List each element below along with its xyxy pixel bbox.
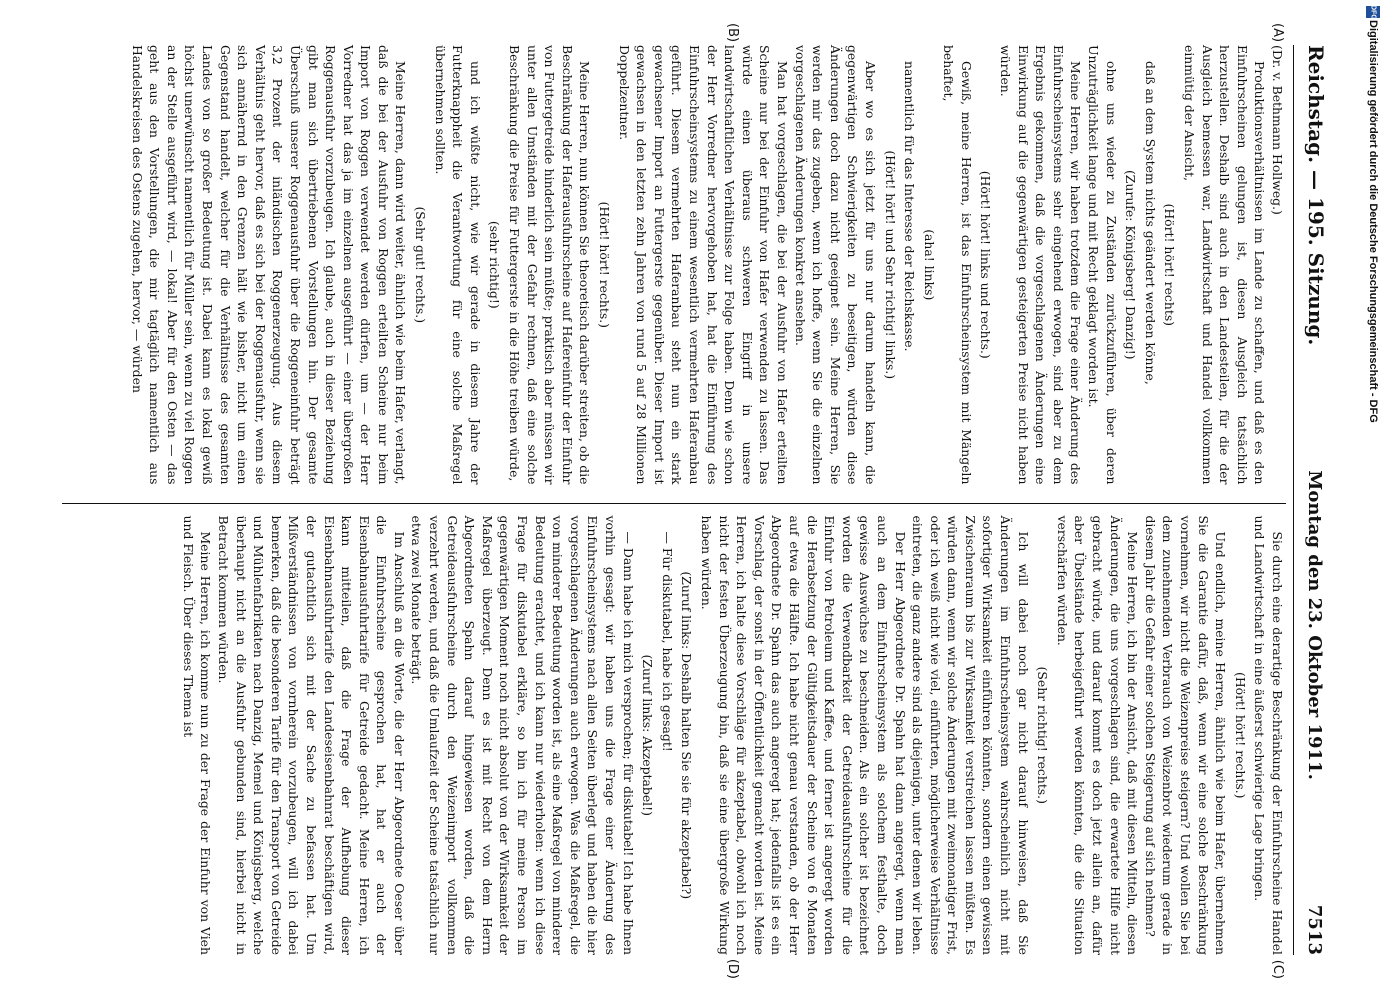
paragraph: Meine Herren, wir haben trotzdem die Frage einer Änderung des Einfuhrscheinsystems sehr eingehend erwogen, sind aber zu dem Ergebnis gekommen, daß die vorgeschlagenen Änderungen eine Einwirkung auf die gegenwärtigen gesteigerten Preise nicht haben würden.: [997, 45, 1083, 485]
header-left: Reichstag. — 195. Sitzung.: [1303, 45, 1328, 346]
interjection: (sehr richtig!): [486, 220, 502, 309]
header-date: Montag den 23. Oktober 1911.: [1303, 470, 1325, 780]
interjection: (Hört! hört! rechts.): [596, 201, 612, 328]
paragraph: Sie durch eine derartige Beschränkung der Einfuhrscheine Handel und Landwirtschaft in eine äußerst schwierige Lage bringen.: [1251, 515, 1285, 955]
paragraph: ohne uns wieder zu Zuständen zurückzuführen, über deren Unzuträglichkeit lange und mit Recht geklagt worden ist.: [1085, 45, 1119, 485]
page-number: 7513: [1303, 904, 1325, 955]
interjection: (Hört! hört! links und rechts.): [978, 170, 993, 359]
speaker-line: (Dr. v. Bethmann Hollweg.): [1269, 45, 1285, 215]
paragraph: — Dann habe ich mich versprochen; für diskutabel! Ich habe Ihnen vorhin gesagt: wir haben uns die Frage einer Änderung des Einfuhrscheinsystems nach allen Seiten überlegt und haben die hier vorgeschlagenen Änderungen auch erwogen. Was die Maßregel, die von minderer Bedeutung worden ist, als eine Maßregel von minderer Bedeutung erachtet, und ich kann nur wiederholen: wenn ich diese Frage für diskutabel erkläre, so bin ich für meine Person im gegenwärtigen Moment noch nicht absolut von der Wirksamkeit der Maßregel überzeugt. Denn es ist mit Recht von dem Herrn Abgeordneten Spahn darauf hingewiesen worden, daß die Getreideausfuhrscheine durch den Weizenimport vollkommen verzehrt werden, und daß die Umlaufzeit der Scheine tatsächlich nur etwa zwei Monate beträgt.: [409, 515, 636, 955]
paragraph: — Für diskutabel, habe ich gesagt!: [659, 531, 675, 752]
interjection: (Sehr gut! rechts.): [412, 206, 428, 324]
right-column: [62, 503, 1286, 979]
margin-mark-c: (C): [1269, 959, 1285, 979]
dfg-logo: DFG: [1366, 6, 1380, 18]
interjection: (Sehr richtig! rechts.): [1034, 666, 1050, 804]
paragraph: Der Herr Abgeordnete Dr. Spahn hat dann angeregt, wenn man auch an dem Einfuhrscheinsystem als solchem festhalte, doch gewisse Auswüchse zu beschneiden. Als ein solcher ist bezeichnet worden die Verwendbarkeit der Getreideausfuhrscheine für die Einfuhr von Petroleum und Kaffee, und ferner ist angeregt worden die Herabsetzung der Gültigkeitsdauer der Scheine von 6 Monaten auf etwa die Hälfte. Ich habe nicht genau verstanden, ob der Herr Abgeordnete Dr. Spahn das auch angeregt hat; jedenfalls ist es ein Vorschlag, der sonst in der Öffentlichkeit gemacht worden ist. Meine Herren, ich halte diese Vorschläge für akzeptabel, obwohl ich noch nicht der festen Überzeugung bin, daß sie eine übergroße Wirkung haben würden.: [698, 515, 908, 955]
paragraph: und ich wüßte nicht, wie wir gerade in diesem Jahre der Futterknappheit die Verantwortung für eine solche Maßregel übernehmen sollten.: [432, 45, 483, 485]
document-page: [42, 23, 1342, 979]
margin-mark-b: (B): [724, 23, 740, 43]
interjection: (Hört! hört! rechts): [1161, 203, 1177, 327]
paragraph: daß an dem System nichts geändert werden könne,: [1142, 61, 1158, 385]
paragraph: Gewiß, meine Herren, ist das Einfuhrscheinsystem mit Mängeln behaftet,: [940, 45, 974, 485]
interjection: (Hört! hört! rechts.): [1232, 672, 1248, 799]
paragraph: namentlich für das Interesse der Reichskasse.: [901, 61, 917, 352]
interjection: (aha! links): [921, 229, 937, 301]
paragraph: Ich will dabei noch gar nicht darauf hinweisen, daß Sie Änderungen im Einfuhrscheinsystem wahrscheinlich nicht mit sofortiger Wirksamkeit einführen könnten, sondern einen gewissen Zwischenraum bis zur Wirksamkeit verstreichen lassen müßten. Es würden dann, wenn wir solche Änderungen mit zweimonatiger Frist, oder ich weiß nicht wie viel, einführten, möglicherweise Verhältnisse eintreten, die ganz andere sind als diejenigen, unter denen wir leben.: [909, 515, 1031, 955]
left-column: [62, 23, 1286, 485]
margin-mark-a: (A): [1269, 23, 1285, 43]
paragraph: Meine Herren, ich komme nun zu der Frage der Einfuhr von Vieh und Fleisch. Über dieses Thema ist: [180, 515, 213, 955]
paragraph: Man hat vorgeschlagen, die bei der Ausfuhr von Hafer erteilten Scheine nur bei der Einfuhr von Hafer verwenden zu lassen. Das würde einen überaus schweren Eingriff in unsere landwirtschaftlichen Verhältnisse zur Folge haben. Denn wie schon der Herr Vorredner hervorgehoben hat, hat die Einführung des Einfuhrscheinsystems zu einem wesentlich vermehrten Haferanbau geführt. Diesem vermehrten Haferanbau steht nun ein stark gewachsener Import an Futtergerste gegenüber. Dieser Import ist gewachsen in den letzten zehn Jahren von rund 5 auf 28 Millionen Doppelzentner.: [616, 45, 790, 485]
paragraph: Produktionsverhältnissen im Lande zu schaffen, und daß es den Einfuhrscheinen gelungen ist, diesen Ausgleich tatsächlich herzustellen. Deshalb sind auch in den Landesteilen, für die der Ausgleich bemessen war, Landwirtschaft und Handel vollkommen einmütig der Ansicht,: [1181, 45, 1267, 485]
text-columns: [62, 23, 1286, 979]
paragraph: Meine Herren, dann wird weiter, ähnlich wie beim Hafer, verlangt, daß die bei der Ausfuhr von Roggen erteilten Scheine nur beim Import von Roggen verwendet werden dürfen, um — der Herr Vorredner hat das ja im einzelnen ausgeführt — einer übergroßen Roggenausfuhr vorzubeugen. Ich glaube, auch in dieser Beziehung gibt man sich übertriebenen Vorstellungen hin. Der gesamte Überschuß unserer Roggenausfuhr über die Roggeneinfuhr beträgt 3,2 Prozent der inländischen Roggenerzeugung. Aus diesem Verhältnis geht hervor, daß es sich bei der Roggenausfuhr, wenn sie sich annähernd in den Grenzen hält wie bisher, nicht um einen Gegenstand handelt, welcher für die Verhältnisse des gesamten Landes von so großer Bedeutung ist. Dabei kann es lokal gewiß höchst unerwünscht namentlich für Müller sein, wenn zu viel Roggen an der Stelle ausgeführt wird, — lokal! Aber für den Osten — das geht aus den Vorstellungen, die mir tagtäglich namentlich aus Handelskreisen des Ostens zugehen, hervor, — würden: [129, 45, 408, 485]
digitization-note: Digitalisierung gefördert durch die Deutsche Forschungsgemeinschaft - DFG: [1367, 20, 1379, 423]
paragraph: Im Anschluß an die Worte, die der Herr Abgeordnete Oeser über die Einfuhrscheine gesprochen hat, hat er auch der Eisenbahnausfuhrtarife für Getreide gedacht. Meine Herren, ich kann mitteilen, daß die Frage der Aufhebung dieser Eisenbahnausfuhrtarife den Landeseisenbahnrat beschäftigen wird, der gutachtlich sich mit der Sache zu befassen hat. Um Mißverständnissen von vornherein vorzubeugen, will ich dabei bemerken, daß die besonderen Tarife für den Transport von Getreide und Mühlenfabrikaten nach Danzig, Memel und Königsberg, welche überhaupt nicht an die Ausfuhr gebunden sind, hierbei nicht in Betracht kommen würden.: [215, 515, 407, 955]
interjection: (Hört! hört! und Sehr richtig! links.): [882, 150, 898, 380]
interjection: (Zurufe: Königsberg! Danzig!): [1122, 169, 1138, 360]
paragraph: Meine Herren, ich bin der Ansicht, daß mit diesen Mitteln, diesen Änderungen, die uns vorgeschlagen sind, die erwartete Hilfe nicht gebracht würde, und darauf kommt es doch jetzt allein an, dafür aber Übelstände herbeigeführt werden könnten, die die Situation verschärfen würden.: [1054, 515, 1140, 955]
interjection: (Zuruf links: Akzeptabel!): [639, 654, 655, 816]
paragraph: Aber wo es sich jetzt für uns nur darum handeln kann, die gegenwärtigen Schwierigkeiten zu beseitigen, würden diese Änderungen doch dazu nicht geeignet sein. Meine Herren, Sie werden mir das zugeben, wenn ich hoffe, wenn Sie die einzelnen vorgeschlagenen Änderungen konkret ansehen.: [792, 45, 878, 485]
page-header: [1293, 45, 1328, 955]
interjection: (Zuruf links: Deshalb halten Sie sie für akzeptabel?): [678, 571, 694, 900]
margin-mark-d: (D): [724, 958, 740, 979]
paragraph: Und endlich, meine Herren, ähnlich wie beim Hafer, übernehmen Sie die Garantie dafür, daß, wenn wir eine solche Beschränkung vornehmen, wir nicht die Weizenpreise steigern? Und wollen Sie bei dem zunehmenden Verbrauch von Weizenbrot wiederum gerade in diesem Jahr die Gefahr einer solchen Steigerung auf sich nehmen?: [1142, 515, 1228, 955]
paragraph: Meine Herren, nun können Sie theoretisch darüber streiten, ob die Beschränkung der Haferausfuhrscheine auf Hafereinfuhr der Einfuhr von Futtergetreide hinderlich sein müßte; praktisch aber müssen wir unter allen Umständen mit der Gefahr rechnen, daß eine solche Beschränkung die Preise für Futtergerste in die Höhe treiben würde,: [506, 45, 592, 485]
